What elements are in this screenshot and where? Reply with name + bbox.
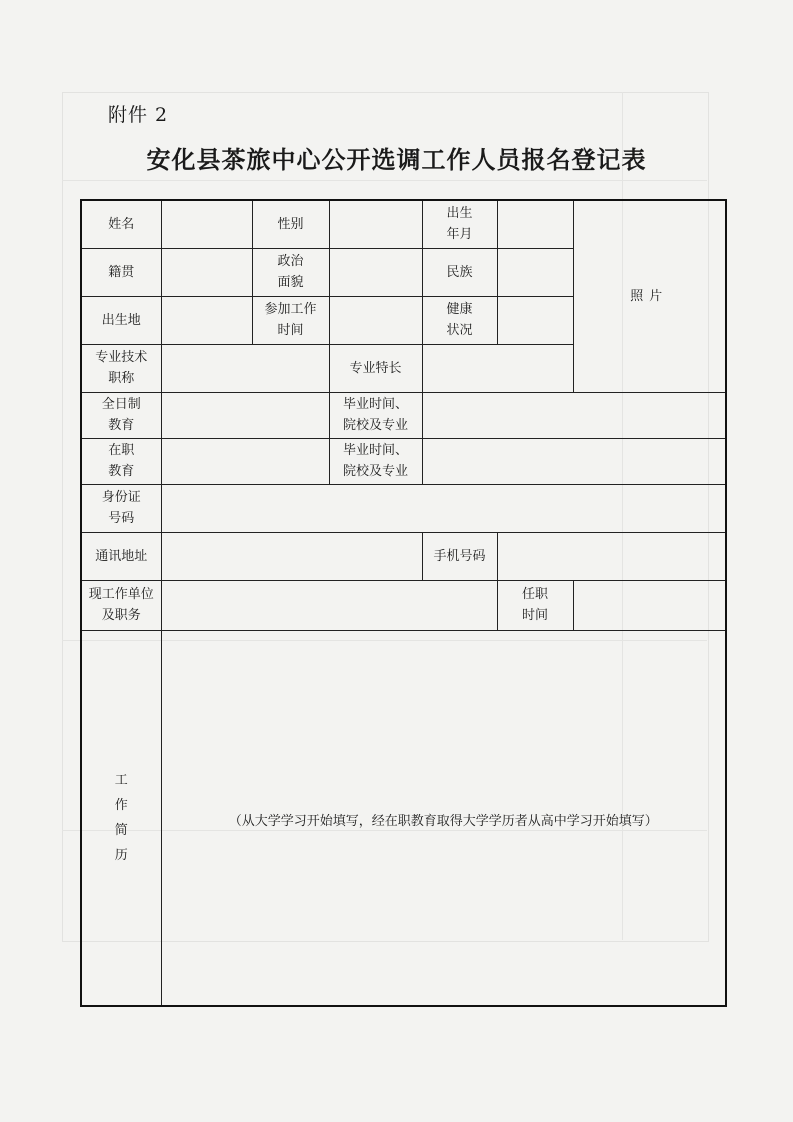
inservice-graduation-label: 毕业时间、 院校及专业 [329,438,422,484]
tenure-field[interactable] [573,580,726,630]
political-status-field[interactable] [329,248,422,296]
professional-title-field[interactable] [161,344,329,392]
photo-box[interactable]: 照片 [573,200,726,392]
resume-field[interactable] [161,630,726,1006]
tenure-label: 任职 时间 [497,580,573,630]
attachment-label: 附件 2 [108,104,169,126]
birth-date-field[interactable] [497,200,573,248]
native-place-label: 籍贯 [81,248,161,296]
mobile-field[interactable] [497,532,726,580]
gender-field[interactable] [329,200,422,248]
address-field[interactable] [161,532,422,580]
birthplace-label: 出生地 [81,296,161,344]
health-field[interactable] [497,296,573,344]
id-number-label: 身份证 号码 [81,484,161,532]
birth-date-label: 出生 年月 [422,200,497,248]
fulltime-education-label: 全日制 教育 [81,392,161,438]
resume-note: （从大学学习开始填写，经在职教育取得大学学历者从高中学习开始填写） [228,814,658,830]
professional-title-label: 专业技术 职称 [81,344,161,392]
id-number-field[interactable] [161,484,726,532]
fulltime-graduation-label: 毕业时间、 院校及专业 [329,392,422,438]
mobile-label: 手机号码 [422,532,497,580]
political-status-label: 政治 面貌 [252,248,329,296]
work-start-label: 参加工作 时间 [252,296,329,344]
form-title: 安化县茶旅中心公开选调工作人员报名登记表 [146,146,647,174]
ethnicity-label: 民族 [422,248,497,296]
specialty-field[interactable] [422,344,573,392]
gender-label: 性别 [252,200,329,248]
bleed-through-line [62,180,707,181]
birthplace-field[interactable] [161,296,252,344]
resume-label [81,630,161,1006]
work-start-field[interactable] [329,296,422,344]
employer-field[interactable] [161,580,497,630]
fulltime-graduation-field[interactable] [422,392,726,438]
inservice-education-label: 在职 教育 [81,438,161,484]
specialty-label: 专业特长 [329,344,422,392]
ethnicity-field[interactable] [497,248,573,296]
fulltime-education-field[interactable] [161,392,329,438]
name-field[interactable] [161,200,252,248]
name-label: 姓名 [81,200,161,248]
native-place-field[interactable] [161,248,252,296]
resume-label-text: 工作简历 [114,772,128,863]
address-label: 通讯地址 [81,532,161,580]
employer-label: 现工作单位 及职务 [81,580,161,630]
registration-form-table [80,199,727,1007]
inservice-graduation-field[interactable] [422,438,726,484]
health-label: 健康 状况 [422,296,497,344]
inservice-education-field[interactable] [161,438,329,484]
